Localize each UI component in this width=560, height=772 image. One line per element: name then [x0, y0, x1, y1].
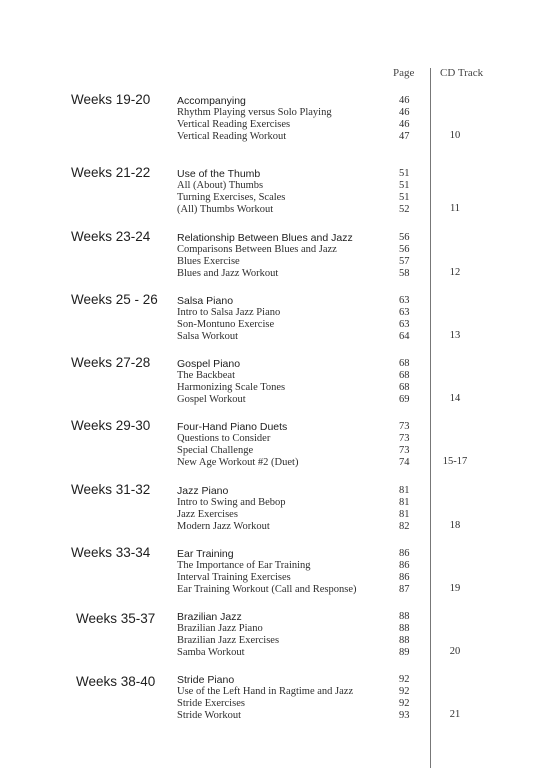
weeks-label: Weeks 38-40 [76, 674, 156, 689]
topic-page-number: 73 [399, 421, 410, 432]
toc-section [0, 92, 560, 162]
entry-page-number: 68 [399, 382, 410, 393]
cd-track-number: 20 [449, 646, 461, 657]
entry-title: Brazilian Jazz Piano [177, 623, 263, 634]
weeks-label: Weeks 33-34 [71, 545, 151, 560]
entry-page-number: 47 [399, 131, 410, 142]
entry-title: Ear Training Workout (Call and Response) [177, 584, 357, 595]
topic-page-number: 46 [399, 95, 410, 106]
weeks-label: Weeks 19-20 [71, 92, 151, 107]
toc-section [0, 292, 560, 362]
topic-title: Accompanying [177, 95, 246, 107]
toc-section [0, 165, 560, 235]
toc-entry [0, 370, 560, 382]
topic-title: Brazilian Jazz [177, 611, 242, 623]
entry-title: Son-Montuno Exercise [177, 319, 275, 330]
entry-page-number: 86 [399, 560, 410, 571]
topic-title: Ear Training [177, 548, 234, 560]
entry-page-number: 92 [399, 698, 410, 709]
entry-title: Blues Exercise [177, 256, 240, 267]
entry-page-number: 63 [399, 307, 410, 318]
topic-page-number: 92 [399, 674, 410, 685]
entry-page-number: 51 [399, 192, 410, 203]
entry-page-number: 57 [399, 256, 410, 267]
toc-entry [0, 107, 560, 119]
cd-track-number: 15-17 [442, 456, 468, 467]
entry-page-number: 89 [399, 647, 410, 658]
entry-title: Rhythm Playing versus Solo Playing [177, 107, 332, 118]
toc-entry [0, 307, 560, 319]
entry-title: Brazilian Jazz Exercises [177, 635, 280, 646]
cd-track-column-header: CD Track [440, 67, 484, 79]
entry-page-number: 82 [399, 521, 410, 532]
toc-entry [0, 433, 560, 445]
entry-title: Stride Exercises [177, 698, 245, 709]
entry-title: Vertical Reading Workout [177, 131, 287, 142]
entry-title: Gospel Workout [177, 394, 246, 405]
entry-page-number: 88 [399, 635, 410, 646]
entry-page-number: 63 [399, 319, 410, 330]
weeks-label: Weeks 23-24 [71, 229, 151, 244]
topic-title: Gospel Piano [177, 358, 241, 370]
entry-page-number: 87 [399, 584, 410, 595]
topic-page-number: 68 [399, 358, 410, 369]
cd-track-number: 14 [449, 393, 461, 404]
cd-track-number: 13 [449, 330, 461, 341]
entry-page-number: 68 [399, 370, 410, 381]
cd-track-number: 11 [449, 203, 461, 214]
page-column-header: Page [393, 67, 415, 79]
entry-title: Questions to Consider [177, 433, 271, 444]
toc-section [0, 418, 560, 488]
topic-page-number: 51 [399, 168, 410, 179]
entry-title: Comparisons Between Blues and Jazz [177, 244, 337, 255]
toc-entry [0, 244, 560, 256]
topic-title: Salsa Piano [177, 295, 234, 307]
toc-entry [0, 623, 560, 635]
entry-title: Use of the Left Hand in Ragtime and Jazz [177, 686, 354, 697]
entry-title: Harmonizing Scale Tones [177, 382, 286, 393]
entry-title: Modern Jazz Workout [177, 521, 270, 532]
entry-page-number: 64 [399, 331, 410, 342]
weeks-label: Weeks 31-32 [71, 482, 151, 497]
entry-title: Stride Workout [177, 710, 241, 721]
topic-title: Relationship Between Blues and Jazz [177, 232, 353, 244]
weeks-label: Weeks 25 - 26 [71, 292, 158, 307]
topic-title: Jazz Piano [177, 485, 229, 497]
toc-section [0, 229, 560, 299]
toc-section [0, 608, 560, 678]
entry-title: Blues and Jazz Workout [177, 268, 279, 279]
entry-page-number: 81 [399, 497, 410, 508]
entry-title: Intro to Salsa Jazz Piano [177, 307, 281, 318]
entry-title: Salsa Workout [177, 331, 239, 342]
cd-track-number: 12 [449, 267, 461, 278]
topic-page-number: 81 [399, 485, 410, 496]
entry-page-number: 88 [399, 623, 410, 634]
entry-page-number: 93 [399, 710, 410, 721]
weeks-label: Weeks 35-37 [76, 611, 156, 626]
toc-section [0, 545, 560, 615]
entry-title: New Age Workout #2 (Duet) [177, 457, 299, 468]
entry-page-number: 56 [399, 244, 410, 255]
cd-track-number: 18 [449, 520, 461, 531]
toc-entry [0, 180, 560, 192]
toc-entry [0, 497, 560, 509]
toc-entry [0, 686, 560, 698]
toc-section [0, 355, 560, 425]
entry-title: All (About) Thumbs [177, 180, 264, 191]
weeks-label: Weeks 27-28 [71, 355, 151, 370]
entry-title: Vertical Reading Exercises [177, 119, 291, 130]
entry-page-number: 86 [399, 572, 410, 583]
entry-page-number: 52 [399, 204, 410, 215]
entry-title: Jazz Exercises [177, 509, 238, 520]
entry-page-number: 81 [399, 509, 410, 520]
entry-page-number: 69 [399, 394, 410, 405]
topic-page-number: 86 [399, 548, 410, 559]
entry-title: Turning Exercises, Scales [177, 192, 286, 203]
entry-page-number: 51 [399, 180, 410, 191]
entry-page-number: 46 [399, 119, 410, 130]
entry-title: Intro to Swing and Bebop [177, 497, 286, 508]
entry-title: Interval Training Exercises [177, 572, 291, 583]
topic-title: Use of the Thumb [177, 168, 261, 180]
entry-title: The Backbeat [177, 370, 236, 381]
entry-page-number: 92 [399, 686, 410, 697]
topic-title: Four-Hand Piano Duets [177, 421, 288, 433]
cd-track-number: 21 [449, 709, 461, 720]
topic-page-number: 88 [399, 611, 410, 622]
weeks-label: Weeks 29-30 [71, 418, 151, 433]
weeks-label: Weeks 21-22 [71, 165, 151, 180]
topic-page-number: 56 [399, 232, 410, 243]
toc-entry [0, 560, 560, 572]
entry-title: Samba Workout [177, 647, 245, 658]
topic-title: Stride Piano [177, 674, 235, 686]
toc-section [0, 671, 560, 741]
entry-page-number: 46 [399, 107, 410, 118]
entry-title: (All) Thumbs Workout [177, 204, 274, 215]
cd-track-number: 10 [449, 130, 461, 141]
entry-page-number: 74 [399, 457, 410, 468]
entry-title: The Importance of Ear Training [177, 560, 311, 571]
entry-title: Special Challenge [177, 445, 254, 456]
entry-page-number: 73 [399, 445, 410, 456]
toc-section [0, 482, 560, 552]
topic-page-number: 63 [399, 295, 410, 306]
cd-track-number: 19 [449, 583, 461, 594]
entry-page-number: 58 [399, 268, 410, 279]
entry-page-number: 73 [399, 433, 410, 444]
